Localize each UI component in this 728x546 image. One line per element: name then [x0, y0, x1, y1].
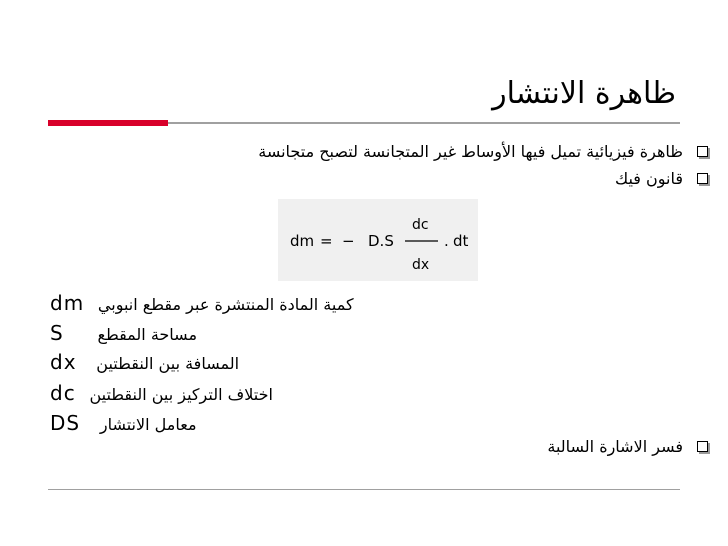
definition-meaning: كمية المادة المنتشرة عبر مقطع انبوبي — [97, 295, 354, 314]
definition-symbol: DS — [50, 411, 81, 435]
definition-meaning: اختلاف التركيز بين النقطتين — [89, 385, 273, 404]
formula-numerator: dc — [412, 217, 429, 233]
definition-symbol: dc — [50, 381, 76, 405]
definition-symbol: dx — [50, 350, 77, 374]
definition-row-dx — [50, 350, 239, 374]
hollow-square-bullet-icon — [697, 146, 708, 157]
definition-meaning: معامل الانتشار — [99, 415, 197, 434]
definition-row-dc — [50, 381, 273, 405]
bullet-item-negative-sign — [547, 437, 708, 456]
definition-symbol: dm — [50, 291, 85, 315]
formula-dt: dt — [453, 232, 469, 250]
accent-bar — [48, 120, 168, 126]
formula-dot: . — [444, 232, 449, 250]
formula-denominator: dx — [412, 257, 430, 273]
definition-symbol: S — [50, 321, 64, 345]
definition-row-dm — [50, 291, 354, 315]
formula-equals: = — [320, 232, 333, 250]
definition-meaning: مساحة المقطع — [97, 325, 198, 344]
fick-law-formula-image — [278, 199, 478, 281]
slide-title: ظاهرة الانتشار — [492, 76, 676, 111]
divider-line — [168, 122, 680, 124]
formula-minus: − — [342, 232, 355, 250]
definition-row-s — [50, 321, 197, 345]
hollow-square-bullet-icon — [697, 173, 708, 184]
bullet-item-definition — [258, 142, 708, 161]
definition-row-ds — [50, 411, 197, 435]
formula-lhs: dm — [290, 232, 315, 250]
definition-meaning: المسافة بين النقطتين — [96, 354, 240, 373]
bullet-text: قانون فيك — [614, 169, 683, 188]
bullet-text: ظاهرة فيزيائية تميل فيها الأوساط غير المتجانسة لتصبح متجانسة — [258, 142, 683, 161]
formula-coefficient: D.S — [368, 232, 394, 250]
bullet-item-fick-law — [615, 169, 708, 188]
hollow-square-bullet-icon — [697, 441, 708, 452]
footer-divider-line — [48, 489, 680, 490]
bullet-text: فسر الاشارة السالبة — [547, 437, 683, 456]
title-underline — [48, 120, 680, 126]
